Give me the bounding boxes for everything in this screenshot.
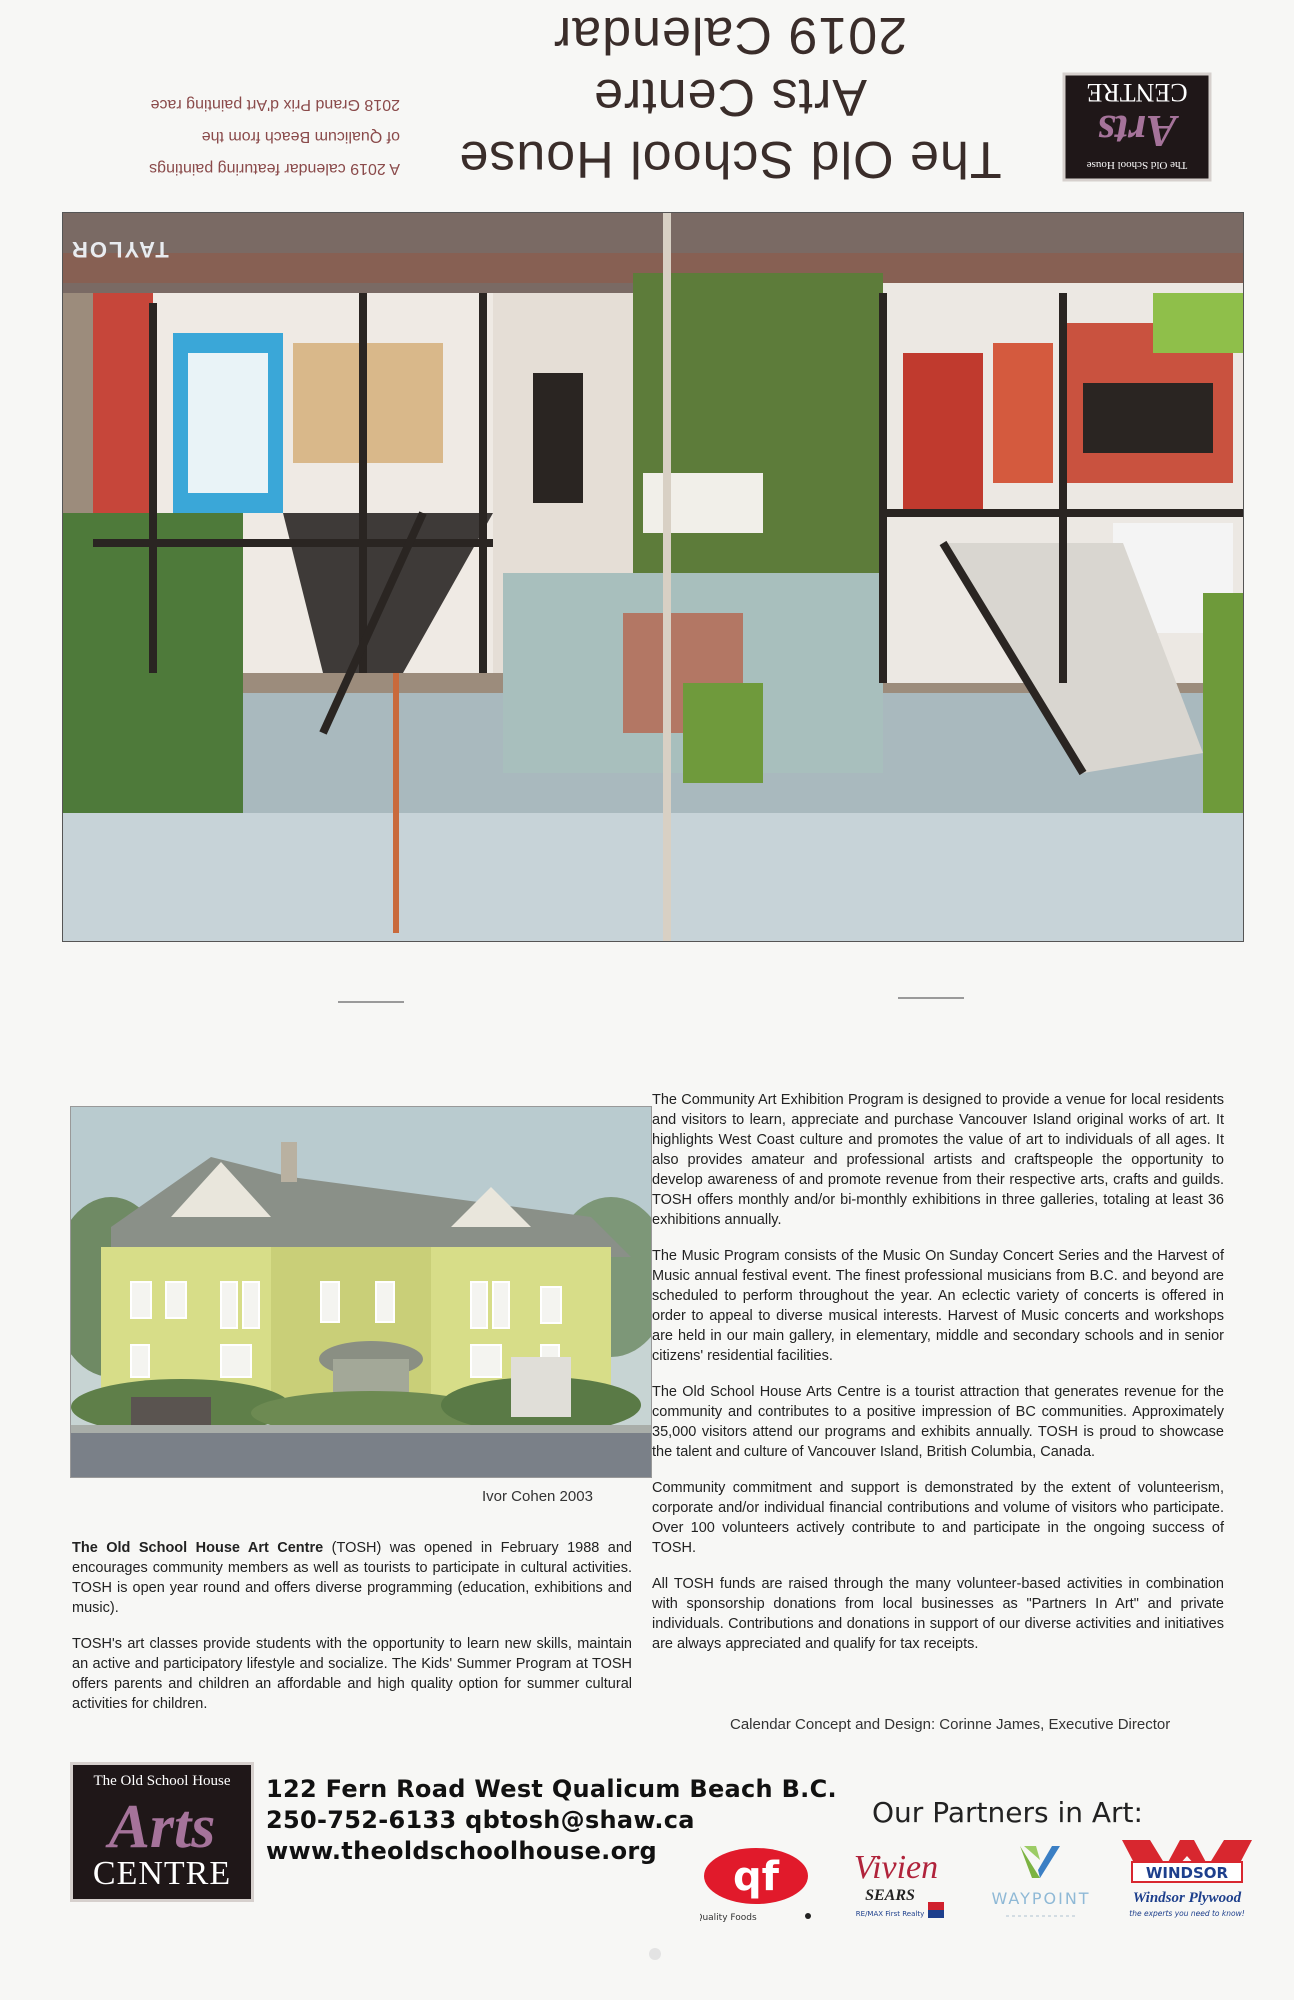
quality-foods-logo (700, 1846, 818, 1926)
logo-text-script: Arts (108, 1793, 216, 1861)
divider (898, 997, 964, 999)
intro-text (72, 1538, 632, 1730)
partners-title: Our Partners in Art: (872, 1796, 1143, 1829)
vivien-sub-text: SEARS (865, 1887, 915, 1904)
community-paragraph: Community commitment and support is demonstrated by the extent of volunteerism, corporate and/or individual financial contributions and volume of visitors who participate. Over 100 volunteers actively contribute to and participate in the ongoing success of TOSH. (652, 1480, 1224, 1556)
painting-artwork (63, 213, 1243, 941)
top-logo-text-top: The Old School House (1086, 159, 1188, 171)
vivien-sears-mark (836, 1842, 956, 1928)
featured-painting (62, 212, 1244, 942)
calendar-title-block (410, 6, 1050, 190)
quality-foods-mark (700, 1846, 818, 1926)
qf-sub-text: Quality Foods (700, 1913, 757, 1923)
exhibition-paragraph: The Community Art Exhibition Program is designed to provide a venue for local residents and visitors to learn, appreciate and purchase Vancouver Island original works of art. It highlights West Coast culture and promotes the value of art to individuals of all ages. It also provides amateur and professional artists and craftspeople the opportunity to develop awareness of and promote revenue from their respective arts, crafts and guilds. TOSH offers monthly and/or bi-monthly exhibitions in three galleries, totaling at least 36 exhibitions annually. (652, 1092, 1224, 1228)
windsor-plywood-logo (1118, 1836, 1256, 1928)
vivien-script-text: Vivien (853, 1849, 939, 1886)
windsor-badge-text: WINDSOR (1145, 1864, 1229, 1882)
qf-mark-text: qf (732, 1854, 780, 1900)
top-logo-graphic (1062, 72, 1212, 182)
building-illustration-artwork (71, 1107, 651, 1477)
vivien-sears-logo (836, 1842, 956, 1928)
waypoint-mark (976, 1838, 1106, 1928)
funding-paragraph: All TOSH funds are raised through the many volunteer-based activities in combination with sponsorship donations from local businesses as "Partners In Art" and private individuals. Contributions and donations in support of our diverse activities and initiatives are always appreciated and qualify for tax receipts. (652, 1576, 1224, 1652)
intro-paragraph (72, 1538, 632, 1618)
caption-line: A 2019 calendar featuring paintings (149, 160, 400, 177)
logo-text-bottom: CENTRE (92, 1855, 232, 1892)
windsor-tag-text: the experts you need to know! (1129, 1909, 1245, 1918)
contact-phone-email[interactable]: 250-752-6133 qbtosh@shaw.ca (266, 1806, 695, 1834)
calendar-title: The Old School House Arts Centre (458, 68, 1002, 188)
contact-website[interactable]: www.theoldschoolhouse.org (266, 1837, 657, 1865)
caption-line: 2018 Grand Prix d'Art painting race (150, 96, 400, 113)
intro-lead: The Old School House Art Centre (72, 1540, 324, 1556)
vivien-sub2-text: RE/MAX First Realty (855, 1910, 925, 1918)
painting-signature: TAYLOR (70, 237, 169, 262)
windsor-mark (1118, 1836, 1256, 1928)
arts-centre-logo (70, 1762, 254, 1902)
waypoint-logo (976, 1838, 1106, 1928)
building-illustration (70, 1106, 652, 1478)
intro-body: (TOSH) was opened in February 1988 and encourages community members as well as tourists to participate in cultural activities. TOSH is open year round and offers diverse programming (education, exhibitions and music). (72, 1540, 632, 1616)
calendar-year: 2019 Calendar (552, 6, 908, 64)
punch-hole (649, 1948, 661, 1960)
contact-address: 122 Fern Road West Qualicum Beach B.C. (266, 1775, 837, 1803)
classes-paragraph: TOSH's art classes provide students with the opportunity to learn new skills, maintain an active and participatory lifestyle and socialize. The Kids' Summer Program at TOSH offers parents and children an affordable and high quality option for summer cultural activities for children. (72, 1636, 632, 1712)
top-logo (1062, 72, 1212, 182)
design-credit: Calendar Concept and Design: Corinne James, Executive Director (730, 1716, 1171, 1733)
illustration-credit: Ivor Cohen 2003 (482, 1488, 593, 1505)
top-logo-text-script: Arts (1097, 106, 1177, 157)
calendar-caption (100, 88, 400, 184)
waypoint-text: WAYPOINT (991, 1889, 1091, 1908)
tourism-paragraph: The Old School House Arts Centre is a tourist attraction that generates revenue for the community and contributes to a positive impression of BC communities. Approximately 35,000 visitors attend our programs and exhibits annually. TOSH is proud to showcase the talent and culture of Vancouver Island, British Columbia, Canada. (652, 1384, 1224, 1460)
music-paragraph: The Music Program consists of the Music On Sunday Concert Series and the Harvest of Music annual festival event. The finest professional musicians from B.C. and beyond are scheduled to perform throughout the year. An eclectic variety of concerts is offered in order to appeal to diverse musical interests. Harvest of Music concerts and workshops are held in our main gallery, in elementary, middle and secondary schools and in senior citizens' residential facilities. (652, 1248, 1224, 1364)
logo-text-top: The Old School House (93, 1773, 231, 1789)
programs-text (652, 1090, 1224, 1670)
windsor-name-text: Windsor Plywood (1132, 1890, 1242, 1906)
top-logo-text-bottom: CENTRE (1086, 78, 1188, 107)
caption-line: of Qualicum Beach from the (201, 128, 400, 145)
divider (338, 1001, 404, 1003)
